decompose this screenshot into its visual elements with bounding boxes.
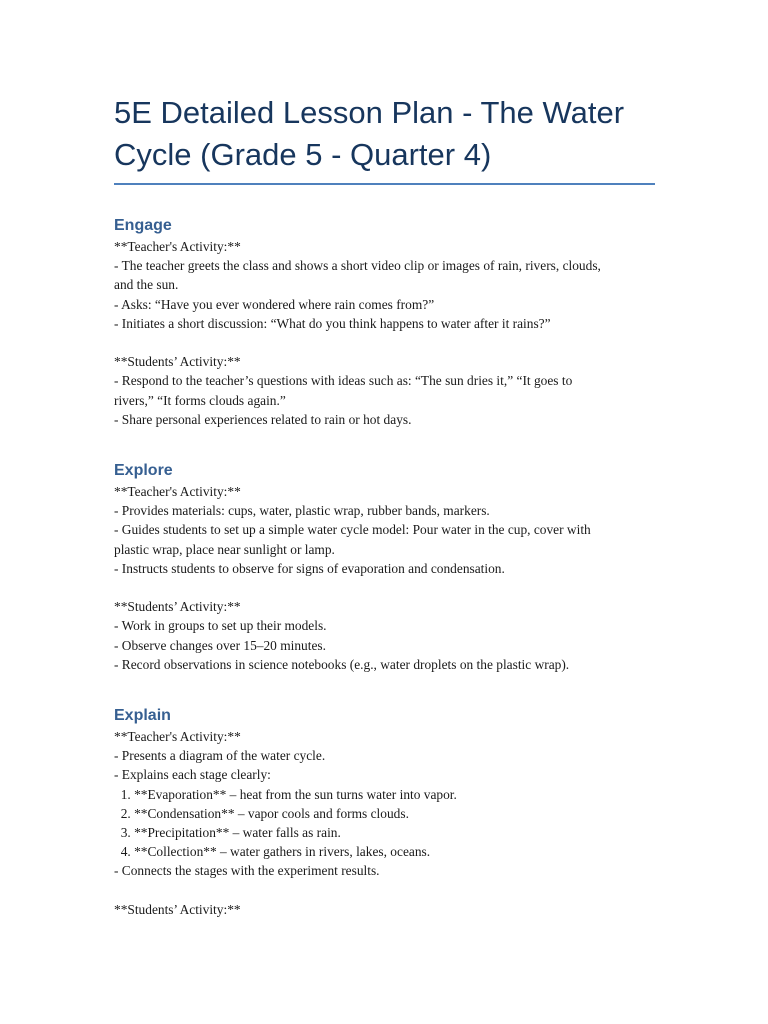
section-engage [114, 215, 655, 429]
blank-line [114, 333, 655, 352]
text-line: - Record observations in science notebooks (e.g., water droplets on the plastic wrap). [114, 656, 570, 672]
text-line: plastic wrap, place near sunlight or lamp. [114, 541, 335, 557]
text-line: - Asks: “Have you ever wondered where rain comes from?” [114, 296, 435, 312]
text-line: 2. **Condensation** – vapor cools and forms clouds. [114, 805, 409, 821]
teacher-activity-label: **Teacher's Activity:** [114, 484, 241, 500]
text-line: 3. **Precipitation** – water falls as rain. [114, 825, 341, 841]
students-activity-label: **Students’ Activity:** [114, 901, 241, 917]
section-heading-engage: Engage [114, 217, 172, 234]
section-explain [114, 705, 655, 919]
section-heading-explain: Explain [114, 707, 171, 725]
title-line-2: Cycle (Grade 5 - Quarter 4) [114, 137, 492, 172]
text-line: - Work in groups to set up their models. [114, 618, 327, 634]
blank-line [114, 578, 655, 597]
text-line: 4. **Collection** – water gathers in rivers, lakes, oceans. [114, 844, 431, 860]
document-page [114, 92, 655, 919]
text-line: - Initiates a short discussion: “What do you think happens to water after it rains?” [114, 315, 551, 331]
text-line: - Connects the stages with the experiment results. [114, 863, 380, 879]
section-explore [114, 460, 655, 674]
text-line: rivers,” “It forms clouds again.” [114, 392, 286, 408]
title-line-1: 5E Detailed Lesson Plan - The Water [114, 95, 625, 130]
text-line: - Instructs students to observe for signs of evaporation and condensation. [114, 560, 505, 576]
document-title [114, 92, 655, 185]
teacher-activity-label: **Teacher's Activity:** [114, 239, 241, 254]
text-line: - The teacher greets the class and shows a short video clip or images of rain, rivers, clouds, [114, 258, 601, 274]
students-activity-label: **Students’ Activity:** [114, 599, 241, 615]
teacher-activity-label: **Teacher's Activity:** [114, 729, 241, 745]
text-line: - Respond to the teacher’s questions with ideas such as: “The sun dries it,” “It goes to [114, 373, 573, 389]
text-line: - Provides materials: cups, water, plastic wrap, rubber bands, markers. [114, 503, 490, 519]
text-line: - Explains each stage clearly: [114, 767, 271, 783]
text-line: - Guides students to set up a simple water cycle model: Pour water in the cup, cover with [114, 522, 591, 538]
text-line: - Presents a diagram of the water cycle. [114, 748, 326, 764]
text-line: 1. **Evaporation** – heat from the sun turns water into vapor. [114, 786, 457, 802]
students-activity-label: **Students’ Activity:** [114, 354, 241, 370]
text-line: and the sun. [114, 277, 179, 293]
text-line: - Share personal experiences related to rain or hot days. [114, 411, 412, 427]
text-line: - Observe changes over 15–20 minutes. [114, 637, 326, 653]
blank-line [114, 881, 655, 900]
section-heading-explore: Explore [114, 462, 173, 480]
